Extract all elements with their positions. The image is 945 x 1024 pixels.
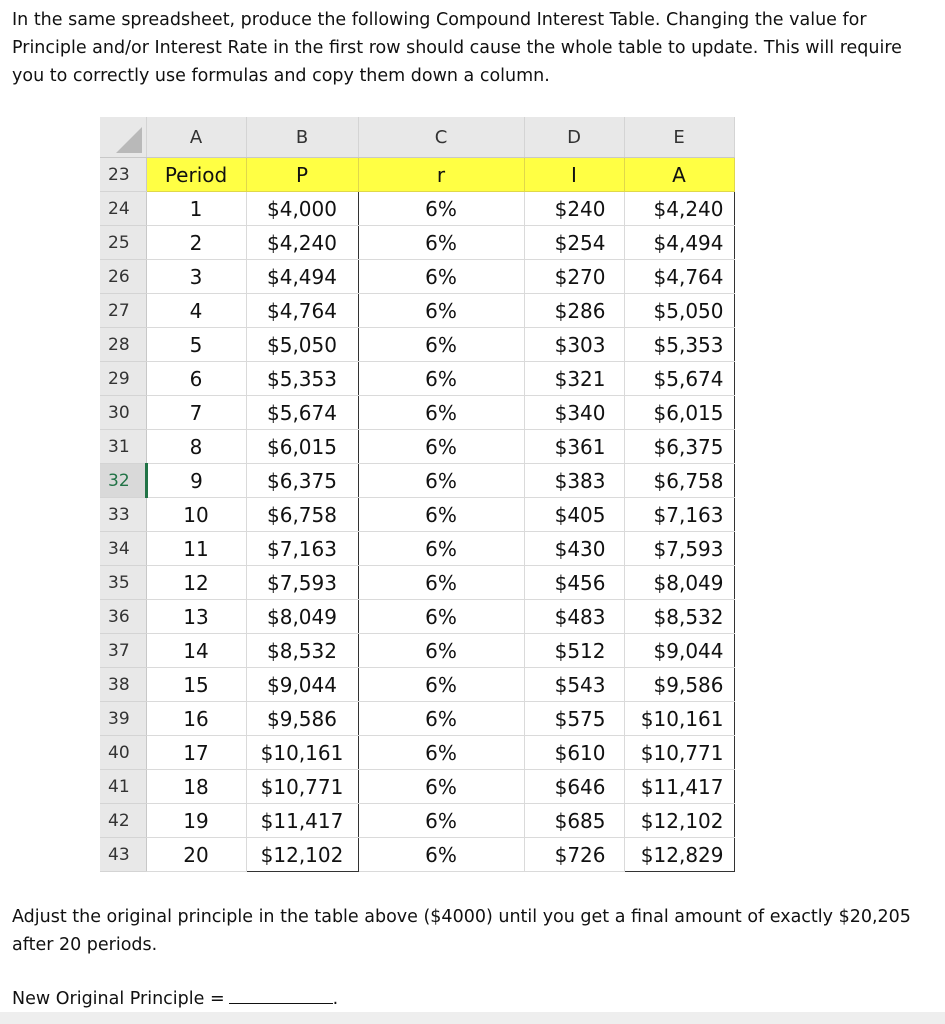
principal-cell[interactable]: $8,532: [246, 634, 358, 668]
interest-cell[interactable]: $512: [524, 634, 624, 668]
answer-suffix: .: [332, 989, 339, 1009]
rate-cell[interactable]: 6%: [358, 702, 524, 736]
amount-cell[interactable]: $4,764: [624, 260, 734, 294]
amount-cell[interactable]: $7,163: [624, 498, 734, 532]
period-cell[interactable]: 3: [146, 260, 246, 294]
period-cell[interactable]: 17: [146, 736, 246, 770]
period-cell[interactable]: 4: [146, 294, 246, 328]
row-number[interactable]: 39: [100, 702, 146, 736]
period-cell[interactable]: 19: [146, 804, 246, 838]
principal-cell[interactable]: $5,674: [246, 396, 358, 430]
principal-cell[interactable]: $4,000: [246, 192, 358, 226]
interest-cell[interactable]: $340: [524, 396, 624, 430]
rate-cell[interactable]: 6%: [358, 804, 524, 838]
amount-cell[interactable]: $8,532: [624, 600, 734, 634]
rate-cell[interactable]: 6%: [358, 838, 524, 872]
answer-label: New Original Principle =: [12, 989, 225, 1009]
period-cell[interactable]: 18: [146, 770, 246, 804]
page-bottom-edge: [0, 1012, 945, 1024]
interest-cell[interactable]: $726: [524, 838, 624, 872]
header-cell-i[interactable]: I: [524, 158, 624, 192]
instructions-text: In the same spreadsheet, produce the following Compound Interest Table. Changing the value for Principle and/or Interest Rate in the first row should cause the whole table to update. This will require you to correctly use formulas and copy them down a column.: [12, 10, 902, 86]
row-number[interactable]: 28: [100, 328, 146, 362]
table-row: [100, 634, 734, 668]
select-all-triangle-icon: [116, 127, 142, 153]
rate-cell[interactable]: 6%: [358, 464, 524, 498]
rate-cell[interactable]: 6%: [358, 668, 524, 702]
principal-cell[interactable]: $6,375: [246, 464, 358, 498]
principal-cell[interactable]: $8,049: [246, 600, 358, 634]
interest-cell[interactable]: $430: [524, 532, 624, 566]
table-row: [100, 464, 734, 498]
table-row: [100, 430, 734, 464]
interest-cell[interactable]: $483: [524, 600, 624, 634]
principal-cell[interactable]: $4,494: [246, 260, 358, 294]
interest-cell[interactable]: $361: [524, 430, 624, 464]
amount-cell[interactable]: $6,015: [624, 396, 734, 430]
row-number[interactable]: 27: [100, 294, 146, 328]
period-cell[interactable]: 16: [146, 702, 246, 736]
rate-cell[interactable]: 6%: [358, 532, 524, 566]
rate-cell[interactable]: 6%: [358, 226, 524, 260]
period-cell[interactable]: 7: [146, 396, 246, 430]
period-cell[interactable]: 8: [146, 430, 246, 464]
adjust-instructions: Adjust the original principle in the table above ($4000) until you get a final amount of exactly $20,205 after 20 periods.: [12, 907, 911, 955]
row-number[interactable]: 32: [100, 464, 146, 498]
amount-cell[interactable]: $12,102: [624, 804, 734, 838]
table-row: [100, 702, 734, 736]
amount-cell[interactable]: $4,240: [624, 192, 734, 226]
period-cell[interactable]: 1: [146, 192, 246, 226]
row-number[interactable]: 25: [100, 226, 146, 260]
select-all-corner[interactable]: [100, 117, 146, 158]
compound-interest-table: [100, 117, 735, 872]
row-number[interactable]: 36: [100, 600, 146, 634]
amount-cell[interactable]: $6,375: [624, 430, 734, 464]
principal-cell[interactable]: $4,240: [246, 226, 358, 260]
interest-cell[interactable]: $543: [524, 668, 624, 702]
amount-cell[interactable]: $11,417: [624, 770, 734, 804]
period-cell[interactable]: 13: [146, 600, 246, 634]
period-cell[interactable]: 12: [146, 566, 246, 600]
header-cell-a[interactable]: A: [624, 158, 734, 192]
amount-cell[interactable]: $10,161: [624, 702, 734, 736]
column-header-e[interactable]: E: [624, 117, 734, 158]
interest-cell[interactable]: $303: [524, 328, 624, 362]
principal-cell[interactable]: $7,163: [246, 532, 358, 566]
principal-cell[interactable]: $7,593: [246, 566, 358, 600]
row-number[interactable]: 33: [100, 498, 146, 532]
rate-cell[interactable]: 6%: [358, 260, 524, 294]
period-cell[interactable]: 6: [146, 362, 246, 396]
interest-cell[interactable]: $456: [524, 566, 624, 600]
header-cell-p[interactable]: P: [246, 158, 358, 192]
row-number[interactable]: 23: [100, 158, 146, 192]
row-number[interactable]: 31: [100, 430, 146, 464]
period-cell[interactable]: 15: [146, 668, 246, 702]
principal-cell[interactable]: $12,102: [246, 838, 358, 872]
table-row: [100, 532, 734, 566]
rate-cell[interactable]: 6%: [358, 294, 524, 328]
rate-cell[interactable]: 6%: [358, 736, 524, 770]
rate-cell[interactable]: 6%: [358, 396, 524, 430]
column-header-c[interactable]: C: [358, 117, 524, 158]
table-row: [100, 328, 734, 362]
row-number[interactable]: 26: [100, 260, 146, 294]
rate-cell[interactable]: 6%: [358, 566, 524, 600]
row-number[interactable]: 37: [100, 634, 146, 668]
interest-cell[interactable]: $405: [524, 498, 624, 532]
table-row: [100, 838, 734, 872]
row-number[interactable]: 24: [100, 192, 146, 226]
principal-cell[interactable]: $4,764: [246, 294, 358, 328]
amount-cell[interactable]: $8,049: [624, 566, 734, 600]
interest-cell[interactable]: $383: [524, 464, 624, 498]
table-row: [100, 600, 734, 634]
column-header-b[interactable]: B: [246, 117, 358, 158]
interest-cell[interactable]: $286: [524, 294, 624, 328]
table-header-row: [100, 158, 734, 192]
period-cell[interactable]: 5: [146, 328, 246, 362]
principal-cell[interactable]: $10,771: [246, 770, 358, 804]
table-row: [100, 396, 734, 430]
table-row: [100, 362, 734, 396]
interest-cell[interactable]: $685: [524, 804, 624, 838]
principal-cell[interactable]: $9,044: [246, 668, 358, 702]
row-number[interactable]: 42: [100, 804, 146, 838]
period-cell[interactable]: 11: [146, 532, 246, 566]
column-header-a[interactable]: A: [146, 117, 246, 158]
principal-cell[interactable]: $5,353: [246, 362, 358, 396]
table-row: [100, 736, 734, 770]
period-cell[interactable]: 2: [146, 226, 246, 260]
rate-cell[interactable]: 6%: [358, 328, 524, 362]
principal-cell[interactable]: $11,417: [246, 804, 358, 838]
table-row: [100, 668, 734, 702]
amount-cell[interactable]: $5,050: [624, 294, 734, 328]
principal-cell[interactable]: $9,586: [246, 702, 358, 736]
rate-cell[interactable]: 6%: [358, 770, 524, 804]
principal-cell[interactable]: $6,015: [246, 430, 358, 464]
table-row: [100, 566, 734, 600]
answer-line: [12, 985, 338, 1013]
table-row: [100, 260, 734, 294]
rate-cell[interactable]: 6%: [358, 600, 524, 634]
row-number[interactable]: 35: [100, 566, 146, 600]
interest-cell[interactable]: $321: [524, 362, 624, 396]
rate-cell[interactable]: 6%: [358, 498, 524, 532]
column-header-d[interactable]: D: [524, 117, 624, 158]
table-row: [100, 226, 734, 260]
interest-cell[interactable]: $240: [524, 192, 624, 226]
row-number[interactable]: 43: [100, 838, 146, 872]
interest-cell[interactable]: $254: [524, 226, 624, 260]
row-number[interactable]: 38: [100, 668, 146, 702]
amount-cell[interactable]: $7,593: [624, 532, 734, 566]
interest-cell[interactable]: $610: [524, 736, 624, 770]
row-number[interactable]: 30: [100, 396, 146, 430]
row-number[interactable]: 41: [100, 770, 146, 804]
row-number[interactable]: 40: [100, 736, 146, 770]
amount-cell[interactable]: $9,586: [624, 668, 734, 702]
amount-cell[interactable]: $12,829: [624, 838, 734, 872]
principal-cell[interactable]: $10,161: [246, 736, 358, 770]
period-cell[interactable]: 9: [146, 464, 246, 498]
rate-cell[interactable]: 6%: [358, 362, 524, 396]
period-cell[interactable]: 14: [146, 634, 246, 668]
interest-cell[interactable]: $270: [524, 260, 624, 294]
principal-cell[interactable]: $6,758: [246, 498, 358, 532]
row-number[interactable]: 29: [100, 362, 146, 396]
interest-cell[interactable]: $575: [524, 702, 624, 736]
amount-cell[interactable]: $4,494: [624, 226, 734, 260]
rate-cell[interactable]: 6%: [358, 192, 524, 226]
interest-cell[interactable]: $646: [524, 770, 624, 804]
principal-cell[interactable]: $5,050: [246, 328, 358, 362]
header-cell-r[interactable]: r: [358, 158, 524, 192]
table-row: [100, 294, 734, 328]
amount-cell[interactable]: $5,674: [624, 362, 734, 396]
period-cell[interactable]: 10: [146, 498, 246, 532]
amount-cell[interactable]: $9,044: [624, 634, 734, 668]
table-row: [100, 770, 734, 804]
header-cell-period[interactable]: Period: [146, 158, 246, 192]
table-row: [100, 192, 734, 226]
table-row: [100, 498, 734, 532]
column-header-row: [100, 117, 734, 158]
amount-cell[interactable]: $5,353: [624, 328, 734, 362]
period-cell[interactable]: 20: [146, 838, 246, 872]
rate-cell[interactable]: 6%: [358, 430, 524, 464]
amount-cell[interactable]: $6,758: [624, 464, 734, 498]
answer-blank[interactable]: [229, 985, 333, 1004]
row-number[interactable]: 34: [100, 532, 146, 566]
table-row: [100, 804, 734, 838]
amount-cell[interactable]: $10,771: [624, 736, 734, 770]
rate-cell[interactable]: 6%: [358, 634, 524, 668]
